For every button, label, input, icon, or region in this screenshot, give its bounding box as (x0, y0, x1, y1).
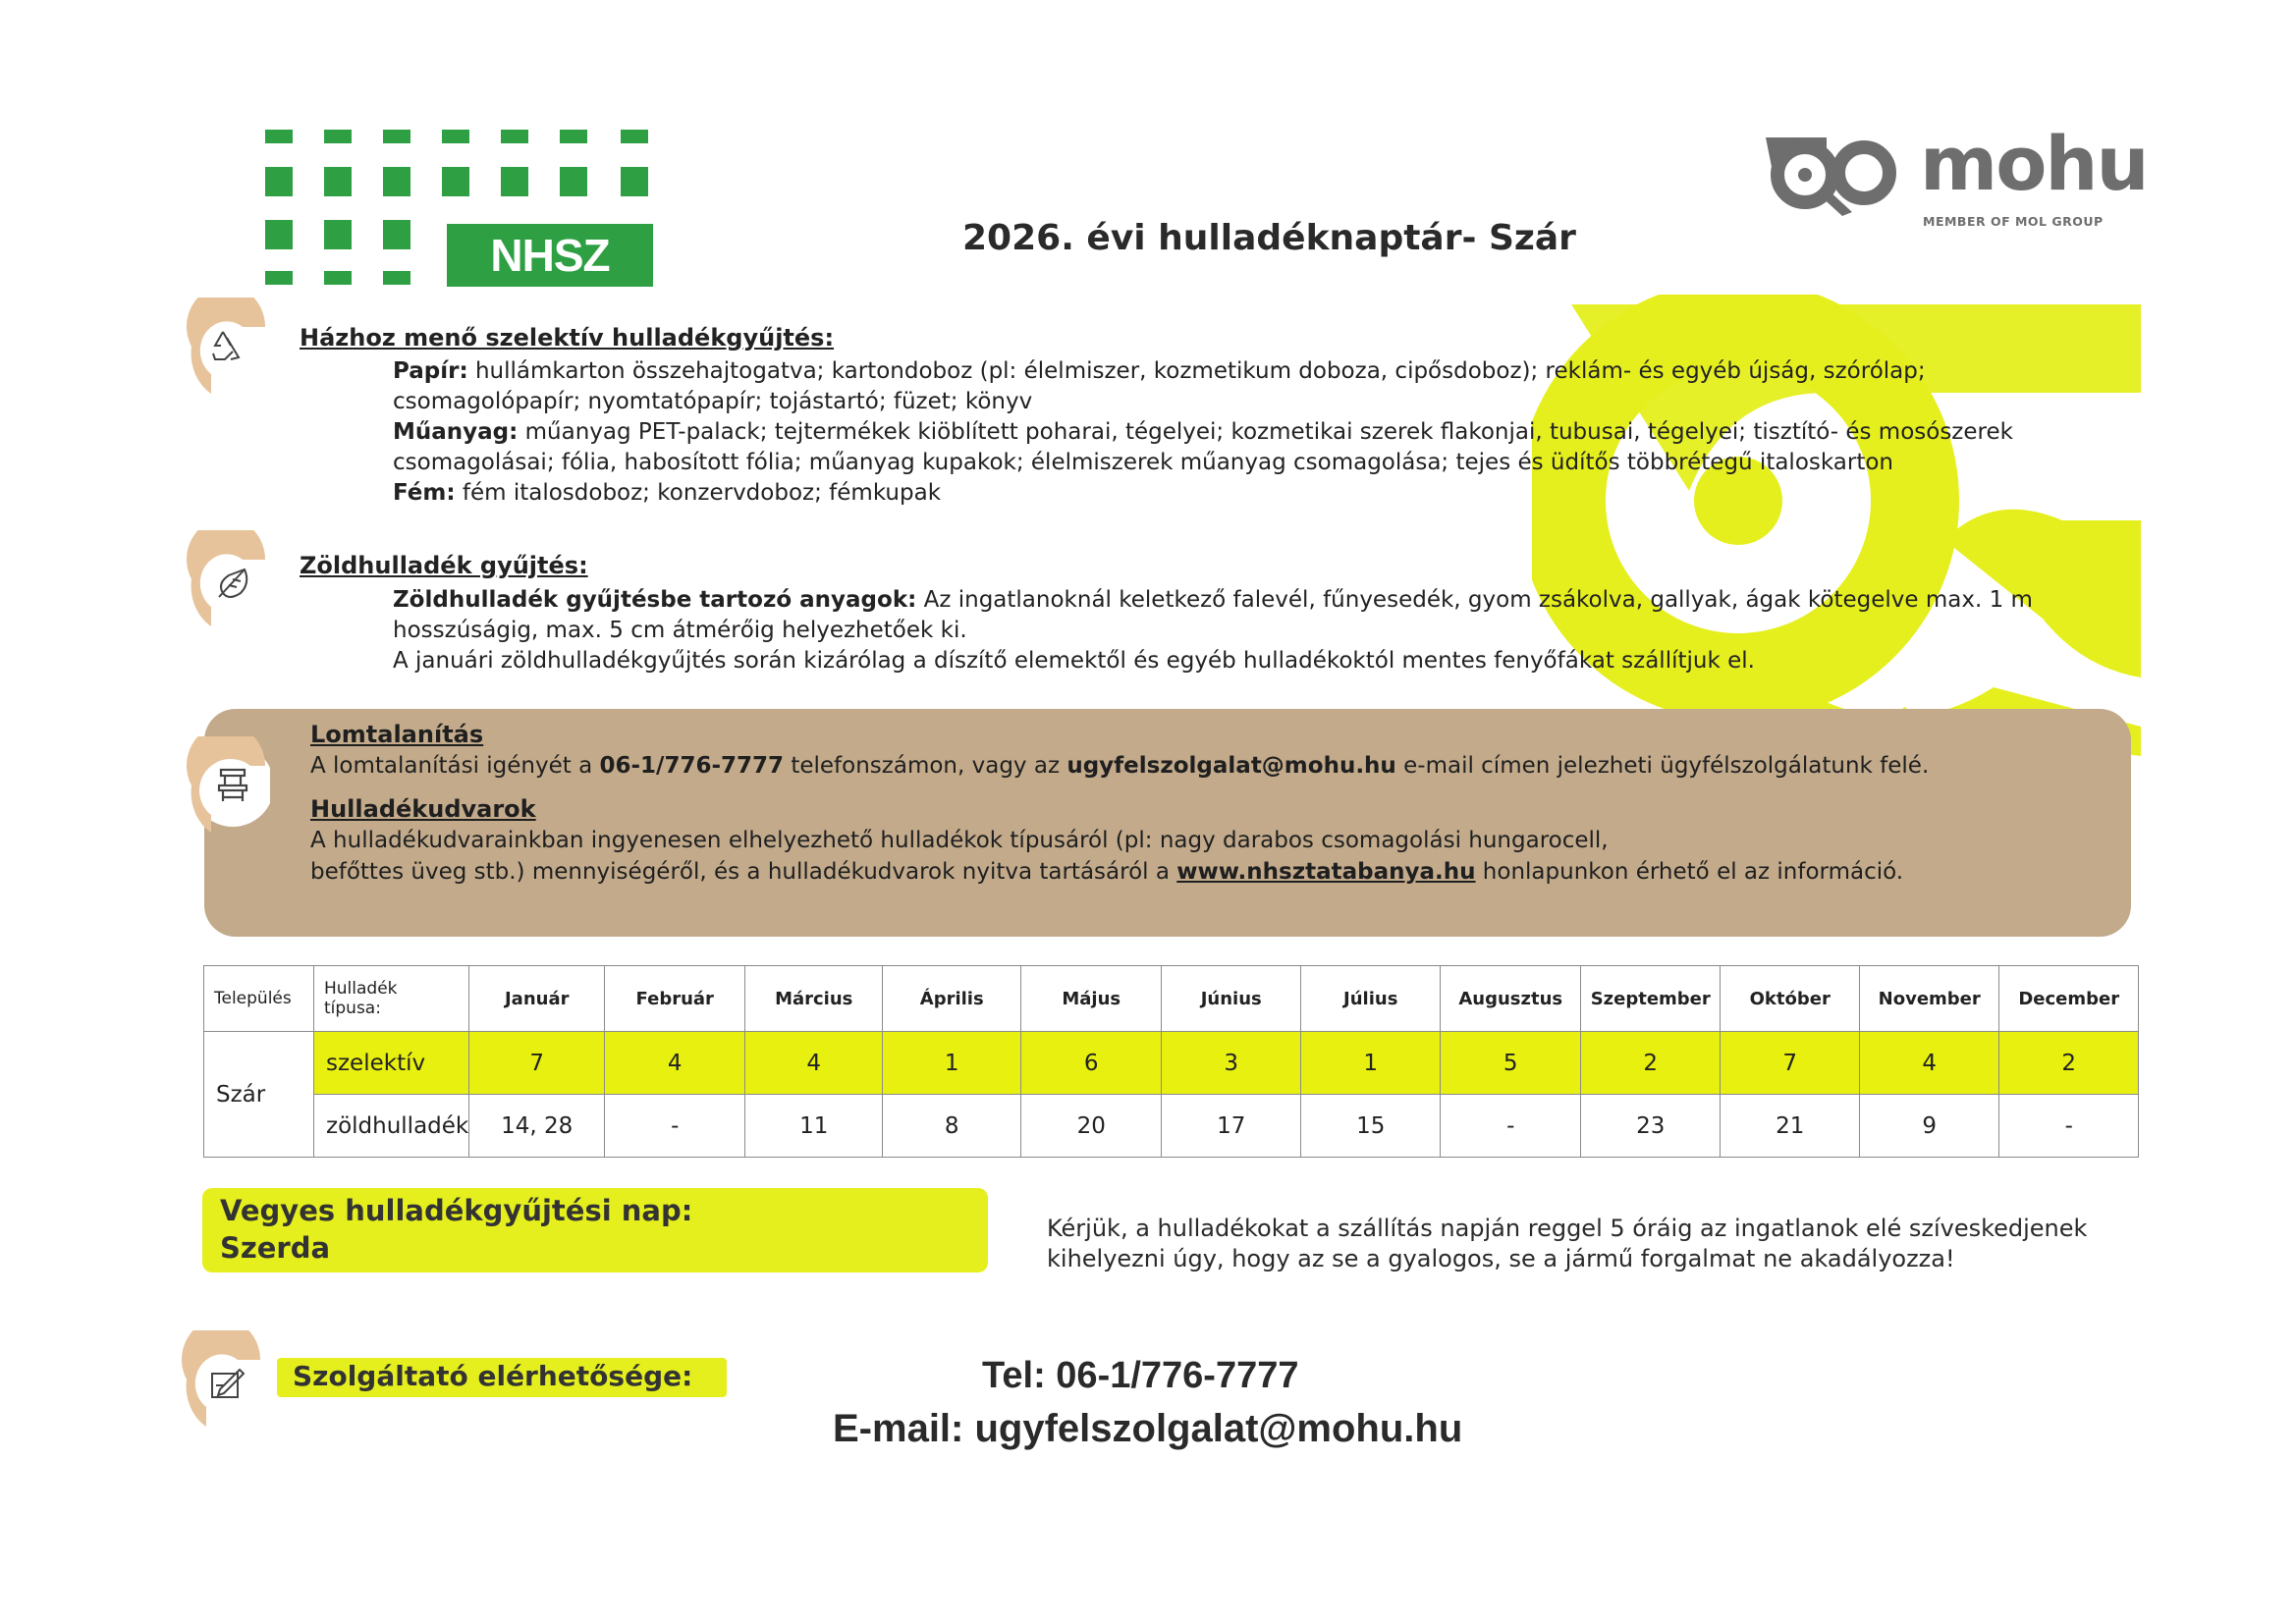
green-line-3: A januári zöldhulladékgyűjtés során kizárólag a díszítő elemektől és egyéb hulladékoktól mentes fenyőfákat szállítjuk el. (393, 648, 1755, 674)
header-month: Szeptember (1581, 966, 1721, 1032)
waste-type-cell: szelektív (314, 1032, 469, 1095)
table-header-row (204, 966, 2139, 1032)
bulky-section (310, 719, 2117, 888)
placement-notice (1047, 1214, 2137, 1274)
header-month: November (1860, 966, 1999, 1032)
yards-heading: Hulladékudvarok (310, 795, 536, 823)
header-waste-type (314, 966, 469, 1032)
selective-heading: Házhoz menő szelektív hulladékgyűjtés: (300, 324, 835, 352)
notice-line-1: Kérjük, a hulladékokat a szállítás napján reggel 5 óráig az ingatlanok elé szíveskedjenek (1047, 1215, 2088, 1242)
bulky-text-a: A lomtalanítási igényét a (310, 753, 600, 779)
table-cell: 6 (1021, 1032, 1162, 1095)
plastic-text: műanyag PET-palack; tejtermékek kiöblített poharai, tégelyei; kozmetikai szerek flakonjai, tubusai, tégelyei; tisztító- és mosószerek (524, 419, 2013, 445)
bulky-text-b: telefonszámon, vagy az (784, 753, 1067, 779)
mixed-waste-label: Vegyes hulladékgyűjtési nap: (220, 1194, 693, 1227)
recycle-icon (182, 298, 270, 396)
contact-phone[interactable]: Tel: 06-1/776-7777 (982, 1355, 1299, 1396)
bulky-heading: Lomtalanítás (310, 721, 484, 748)
header-settlement: Település (204, 966, 314, 1032)
contact-edit-icon (177, 1330, 265, 1429)
chair-icon (182, 736, 270, 835)
table-row-selective (204, 1032, 2139, 1095)
selective-body (393, 356, 2160, 509)
header-month: Október (1721, 966, 1860, 1032)
mixed-waste-day-text (220, 1192, 692, 1267)
yards-text-2 (310, 856, 2117, 888)
table-cell: 2 (1999, 1032, 2139, 1095)
header-month: Július (1301, 966, 1441, 1032)
plastic-label: Műanyag: (393, 419, 519, 445)
plastic-line (393, 417, 2160, 448)
nhsz-logo-text: NHSZ (490, 230, 610, 281)
header-waste-type-2: típusa: (324, 999, 381, 1018)
mixed-waste-day-box (202, 1188, 988, 1272)
table-cell: 4 (1860, 1032, 1999, 1095)
waste-type-cell: zöldhulladék (314, 1095, 469, 1158)
mixed-waste-day: Szerda (220, 1231, 331, 1265)
table-cell: 2 (1581, 1032, 1721, 1095)
table-cell: 17 (1162, 1095, 1301, 1158)
header-month: Augusztus (1441, 966, 1581, 1032)
contact-label: Szolgáltató elérhetősége: (293, 1360, 693, 1392)
plastic-line-2: csomagolásai; fólia, habosított fólia; műanyag kupakok; élelmiszerek műanyag csomagolása; tejes és üdítős többrétegű italoskarton (393, 450, 1894, 475)
mohu-tagline: MEMBER OF MOL GROUP (1923, 214, 2104, 229)
yards-text-1: A hulladékudvarainkban ingyenesen elhelyezhető hulladékok típusáról (pl: nagy darabos csomagolási hungarocell, (310, 828, 1609, 853)
header-month: December (1999, 966, 2139, 1032)
table-cell: 5 (1441, 1032, 1581, 1095)
metal-line (393, 478, 2160, 509)
header-month: Február (605, 966, 745, 1032)
table-cell: 1 (1301, 1032, 1441, 1095)
green-line-1 (393, 585, 2160, 616)
header-month: Január (469, 966, 605, 1032)
bulky-text (310, 750, 2117, 782)
table-cell: 9 (1860, 1095, 1999, 1158)
header-month: Május (1021, 966, 1162, 1032)
paper-line-2: csomagolópapír; nyomtatópapír; tojástartó; füzet; könyv (393, 389, 1033, 414)
page-title: 2026. évi hulladéknaptár- Szár (962, 218, 1576, 258)
table-cell: - (1999, 1095, 2139, 1158)
nhsz-website-link[interactable]: www.nhsztatabanya.hu (1176, 859, 1476, 885)
table-cell: 11 (745, 1095, 883, 1158)
leaf-icon (182, 530, 270, 628)
header-waste-type-1: Hulladék (324, 979, 398, 999)
bulky-phone: 06-1/776-7777 (599, 753, 785, 779)
bulky-text-c: e-mail címen jelezheti ügyfélszolgálatunk felé. (1395, 753, 1930, 779)
metal-text: fém italosdoboz; konzervdoboz; fémkupak (462, 480, 942, 506)
table-cell: 15 (1301, 1095, 1441, 1158)
table-cell: 4 (745, 1032, 883, 1095)
table-cell: 23 (1581, 1095, 1721, 1158)
mohu-wordmark: mohu (1920, 120, 2148, 207)
green-text-1: Az ingatlanoknál keletkező falevél, fűnyesedék, gyom zsákolva, gallyak, ágak kötegelve max. 1 m (923, 587, 2033, 613)
green-heading: Zöldhulladék gyűjtés: (300, 552, 588, 579)
green-line-2: hosszúságig, max. 5 cm átmérőig helyezhetőek ki. (393, 618, 967, 643)
bulky-email: ugyfelszolgalat@mohu.hu (1066, 753, 1396, 779)
header-month: Március (745, 966, 883, 1032)
table-cell: - (1441, 1095, 1581, 1158)
metal-label: Fém: (393, 480, 456, 506)
table-cell: 7 (469, 1032, 605, 1095)
settlement-cell: Szár (204, 1032, 314, 1158)
table-row-green (204, 1095, 2139, 1158)
green-body (393, 585, 2160, 676)
notice-line-2: kihelyezni úgy, hogy az se a gyalogos, se a jármű forgalmat ne akadályozza! (1047, 1245, 1955, 1272)
green-label: Zöldhulladék gyűjtésbe tartozó anyagok: (393, 587, 917, 613)
table-cell: 8 (883, 1095, 1021, 1158)
table-cell: 7 (1721, 1032, 1860, 1095)
table-cell: 14, 28 (469, 1095, 605, 1158)
mohu-logo (1758, 120, 2148, 236)
table-cell: 1 (883, 1032, 1021, 1095)
contact-badge (277, 1358, 727, 1397)
table-cell: - (605, 1095, 745, 1158)
collection-schedule-table (203, 965, 2139, 1158)
table-cell: 20 (1021, 1095, 1162, 1158)
table-cell: 4 (605, 1032, 745, 1095)
table-cell: 3 (1162, 1032, 1301, 1095)
table-cell: 21 (1721, 1095, 1860, 1158)
header-month: Június (1162, 966, 1301, 1032)
paper-text: hullámkarton összehajtogatva; kartondoboz (pl: élelmiszer, kozmetikum doboza, cipősdoboz); reklám- és egyéb újság, szórólap; (474, 358, 1926, 384)
header-month: Április (883, 966, 1021, 1032)
paper-label: Papír: (393, 358, 468, 384)
yards-text-2a: befőttes üveg stb.) mennyiségéről, és a hulladékudvarok nyitva tartásáról a (310, 859, 1177, 885)
contact-email[interactable]: E-mail: ugyfelszolgalat@mohu.hu (833, 1407, 1463, 1450)
nhsz-logo (265, 130, 658, 287)
paper-line (393, 356, 2160, 387)
mohu-symbol-icon (1758, 128, 1905, 216)
yards-text-2b: honlapunkon érhető el az információ. (1475, 859, 1904, 885)
